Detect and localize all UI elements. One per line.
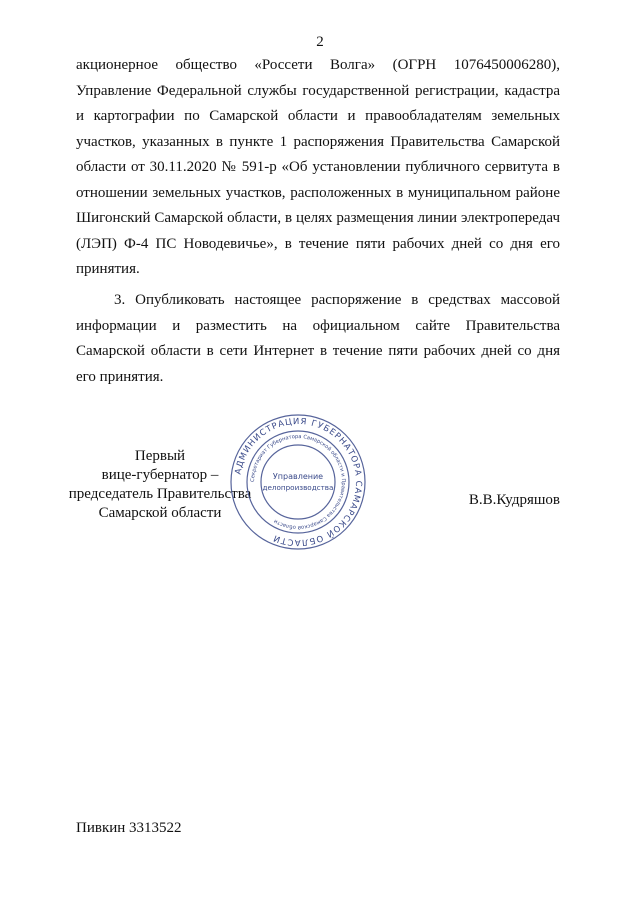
paragraph-recipients: акционерное общество «Россети Волга» (ОГРН 1076450006280), Управление Федеральной службы государственной регистрации, кадастра и картографии по Самарской области и правообладателям земельных участков, указанных в пункте 1 распоряжения Правительства Самарской области от 30.11.2020 № 591-р «Об установлении публичного сервитута в отношении земельных участков, расположенных в муниципальном районе Шигонский Самарской области, в целях размещения линии электропередач (ЛЭП) Ф-4 ПС Новодевичье», в течение пяти рабочих дней со дня его принятия. (76, 57, 560, 277)
seal-inner-ring (261, 445, 335, 519)
seal-center-line-2: делопроизводства (262, 483, 334, 492)
seal-inner-text: Секретариат Губернатора Самарской области и Правительства Самарской области (249, 433, 347, 531)
official-seal-stamp (228, 412, 368, 552)
paragraph-publish: 3. Опубликовать настоящее распоряжение в средствах массовой информации и разместить на официальном сайте Правительства Самарской области в сети Интернет в течение пяти рабочих дней со дня его принятия. (76, 292, 560, 385)
seal-outer-text: АДМИНИСТРАЦИЯ ГУБЕРНАТОРА САМАРСКОЙ ОБЛАСТИ (233, 416, 364, 548)
seal-center-line-1: Управление (272, 472, 324, 481)
signatory-title-line-3: председатель Правительства (68, 486, 252, 502)
signatory-title-line-1: Первый (134, 448, 186, 464)
seal-middle-ring (247, 431, 349, 533)
signer-name: В.В.Кудряшов (468, 492, 560, 508)
executor-contact: Пивкин 3313522 (76, 820, 182, 836)
page-number: 2 (316, 34, 324, 50)
signatory-title-line-4: Самарской области (98, 505, 222, 521)
signatory-title-line-2: вице-губернатор – (101, 467, 219, 483)
